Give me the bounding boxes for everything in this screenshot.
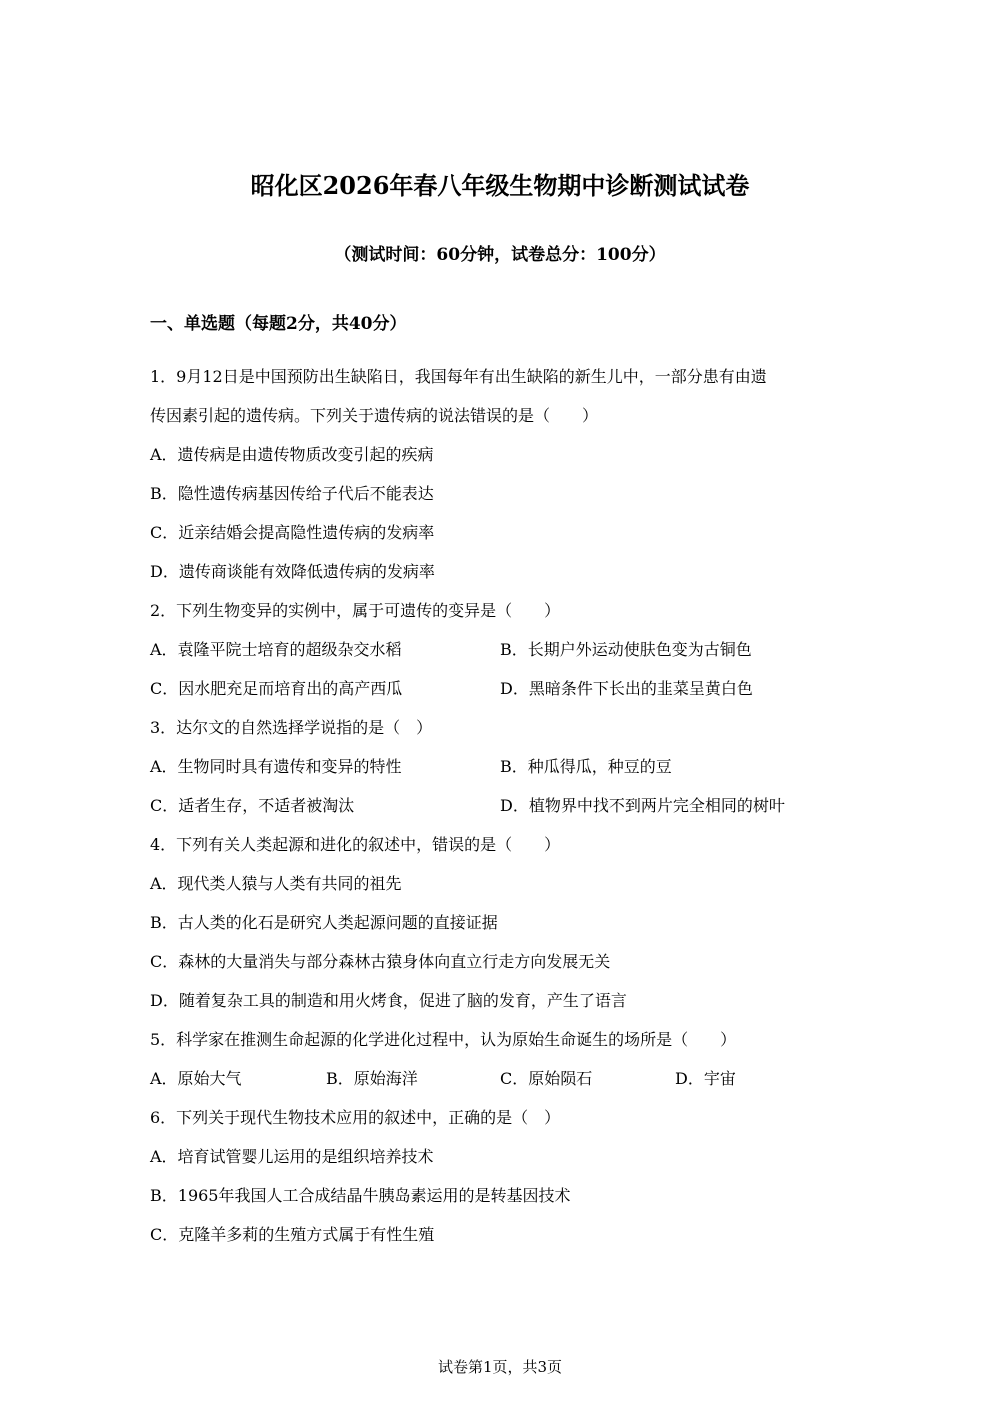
question-1-option-b: B．隐性遗传病基因传给子代后不能表达 [150,484,434,503]
question-1-option-a: A．遗传病是由遗传物质改变引起的疾病 [150,445,434,464]
question-4-option-a: A．现代类人猿与人类有共同的祖先 [150,874,402,893]
question-3-option-a: A．生物同时具有遗传和变异的特性 [150,757,402,776]
question-2-option-d: D．黑暗条件下长出的韭菜呈黄白色 [500,679,753,698]
question-4-option-c: C．森林的大量消失与部分森林古猿身体向直立行走方向发展无关 [150,952,611,971]
question-4-option-d: D．随着复杂工具的制造和用火烤食，促进了脑的发育，产生了语言 [150,991,627,1010]
question-6-option-c: C．克隆羊多莉的生殖方式属于有性生殖 [150,1225,435,1244]
question-5-option-c: C．原始陨石 [500,1069,593,1088]
exam-title: 昭化区2026年春八年级生物期中诊断测试试卷 [250,171,750,200]
question-6-stem: 6．下列关于现代生物技术应用的叙述中，正确的是（ ） [150,1108,561,1127]
question-1-option-c: C．近亲结婚会提高隐性遗传病的发病率 [150,523,435,542]
page-footer: 试卷第1页，共3页 [437,1358,563,1376]
question-4-stem: 4．下列有关人类起源和进化的叙述中，错误的是（ ） [150,835,561,854]
question-3-option-c: C．适者生存，不适者被淘汰 [150,796,355,815]
exam-subtitle: （测试时间：60分钟，试卷总分：100分） [334,245,666,265]
question-1-stem-cont: 传因素引起的遗传病。下列关于遗传病的说法错误的是（ ） [150,406,599,425]
question-1-stem: 1．9月12日是中国预防出生缺陷日，我国每年有出生缺陷的新生儿中，一部分患有由遗 [150,367,767,386]
question-3-option-b: B．种瓜得瓜，种豆的豆 [500,757,672,776]
question-1-option-d: D．遗传商谈能有效降低遗传病的发病率 [150,562,435,581]
question-4-option-b: B．古人类的化石是研究人类起源问题的直接证据 [150,913,498,932]
question-2-stem: 2．下列生物变异的实例中，属于可遗传的变异是（ ） [150,601,561,620]
question-2-option-a: A．袁隆平院士培育的超级杂交水稻 [150,640,402,659]
question-2-option-b: B．长期户外运动使肤色变为古铜色 [500,640,752,659]
question-6-option-b: B．1965年我国人工合成结晶牛胰岛素运用的是转基因技术 [150,1186,571,1205]
section-heading: 一、单选题（每题2分，共40分） [150,314,407,334]
question-3-stem: 3．达尔文的自然选择学说指的是（ ） [150,718,433,737]
question-3-option-d: D．植物界中找不到两片完全相同的树叶 [500,796,785,815]
question-5-option-a: A．原始大气 [150,1069,242,1088]
question-5-option-d: D．宇宙 [675,1069,736,1088]
question-6-option-a: A．培育试管婴儿运用的是组织培养技术 [150,1147,434,1166]
question-2-option-c: C．因水肥充足而培育出的高产西瓜 [150,679,403,698]
question-5-option-b: B．原始海洋 [326,1069,418,1088]
question-5-stem: 5．科学家在推测生命起源的化学进化过程中，认为原始生命诞生的场所是（ ） [150,1030,737,1049]
